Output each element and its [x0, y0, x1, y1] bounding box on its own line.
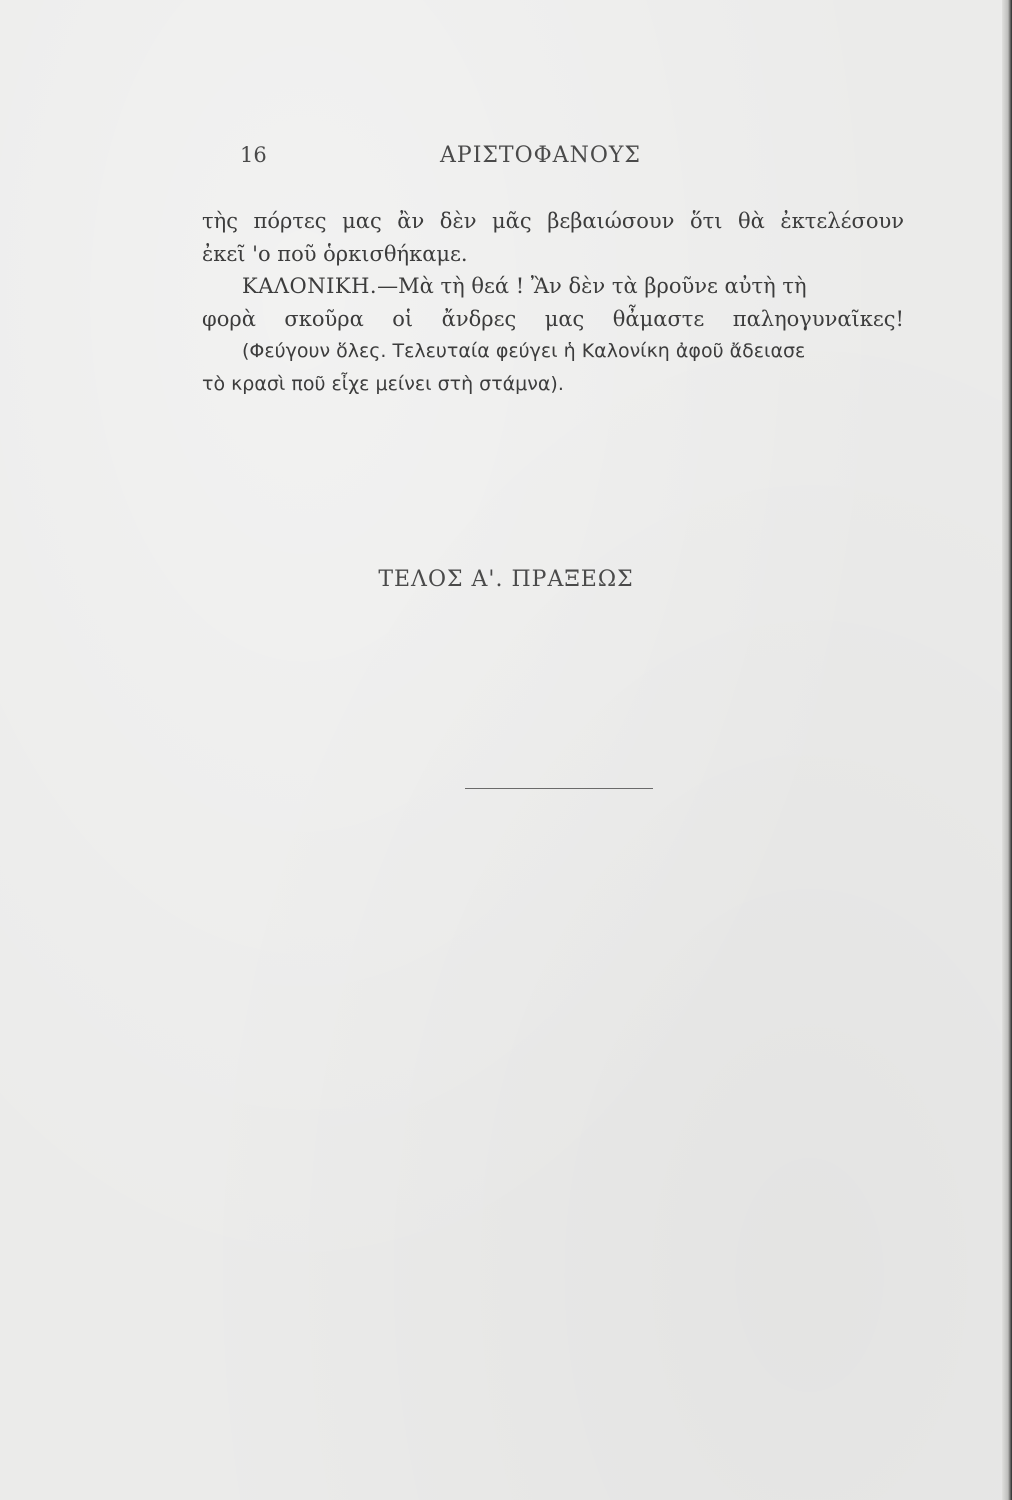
- page-number: 16: [240, 143, 267, 167]
- stage-direction-line-2: τὸ κρασὶ ποῦ εἶχε μείνει στὴ στάμνα).: [202, 372, 564, 395]
- body-text: [202, 205, 904, 400]
- act-end-heading: ΤΕΛΟΣ Α'. ΠΡΑΞΕΩΣ: [378, 567, 634, 592]
- page-header: [240, 143, 700, 173]
- speech-line-1: [202, 270, 904, 303]
- horizontal-rule: [465, 788, 653, 789]
- text-line-1: τὴς πόρτες μας ἂν δὲν μᾶς βεβαιώσουν ὅτι θὰ ἐκτελέσουν: [202, 209, 904, 233]
- text-line-2: ἐκεῖ 'ο ποῦ ὁρκισθήκαμε.: [202, 241, 468, 266]
- stage-direction-line-1: (Φεύγουν ὅλες. Τελευταία φεύγει ἡ Καλονίκη ἀφοῦ ἄδειασε: [242, 340, 806, 362]
- speaker-name: ΚΑΛΟΝΙΚΗ.: [242, 274, 378, 298]
- speech-text: —Μὰ τὴ θεά ! Ἂν δὲν τὰ βροῦνε αὐτὴ τὴ: [377, 274, 807, 298]
- speech-line-2: φορὰ σκοῦρα οἱ ἄνδρες μας θἆμαστε παληογυναῖκες!: [202, 306, 904, 331]
- running-title: ΑΡΙΣΤΟΦΑΝΟΥΣ: [440, 143, 641, 168]
- page-edge-shadow: [1002, 0, 1012, 1500]
